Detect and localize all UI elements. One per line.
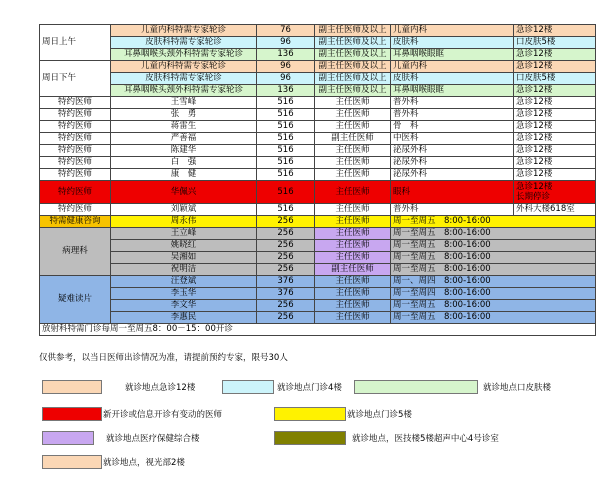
table-row-highlight: [40, 181, 596, 204]
fee-cell: 256: [257, 228, 315, 240]
table-row: [40, 300, 596, 312]
days-time-cell: 周一至周五 8:00-16:00: [391, 264, 596, 276]
fee-cell: 136: [257, 85, 315, 97]
fee-cell: 256: [257, 240, 315, 252]
fee-cell: 516: [257, 157, 315, 169]
title-cell: 副主任医师及以上: [315, 61, 391, 73]
legend-swatch-peach: [42, 380, 102, 394]
table-row: [40, 240, 596, 252]
location-cell: 急诊12楼: [514, 61, 596, 73]
fee-cell: 256: [257, 264, 315, 276]
fee-cell: 256: [257, 300, 315, 312]
session-cell: 周日下午: [40, 61, 111, 97]
doctor-cell: 严善福: [111, 133, 257, 145]
legend-swatch-lightblue: [222, 380, 274, 394]
doctor-cell: 张 勇: [111, 109, 257, 121]
legend-text-red: 新开诊或信息开诊有变动的医师: [103, 410, 223, 420]
location-cell: 急诊12楼: [514, 133, 596, 145]
fee-cell: 96: [257, 73, 315, 85]
session-cell: 特约医师: [40, 181, 111, 204]
legend-swatch-yellow: [274, 407, 346, 421]
legend-swatch-red: [42, 407, 102, 421]
location-cell: 急诊12楼: [514, 85, 596, 97]
title-cell: 副主任医师及以上: [315, 37, 391, 49]
session-cell: 特约医师: [40, 157, 111, 169]
table-row: [40, 133, 596, 145]
fee-cell: 516: [257, 121, 315, 133]
table-row: [40, 216, 596, 228]
table-row: [40, 145, 596, 157]
location-cell: 急诊12楼: [514, 25, 596, 37]
session-cell: 周日上午: [40, 25, 111, 61]
table-row: [40, 25, 596, 37]
fee-cell: 136: [257, 49, 315, 61]
table-row: [40, 109, 596, 121]
table-row: [40, 276, 596, 288]
location-cell: 外科大楼618室: [514, 204, 596, 216]
legend-text-lilac: 就诊地点医疗保健综合楼: [106, 434, 200, 444]
legend-swatch-olive: [274, 431, 346, 445]
session-cell: 特约医师: [40, 169, 111, 181]
table-row: [40, 97, 596, 109]
title-cell: 主任医师: [315, 145, 391, 157]
doctor-cell: 皮肤科特需专家轮诊: [111, 73, 257, 85]
legend-text-lightgreen: 就诊地点口皮肤楼: [483, 383, 552, 393]
location-cell: 急诊12楼: [514, 145, 596, 157]
fee-cell: 96: [257, 37, 315, 49]
doctor-cell: 华佩兴: [111, 181, 257, 204]
doctor-cell: 周永伟: [111, 216, 257, 228]
fee-cell: 516: [257, 145, 315, 157]
fee-cell: 516: [257, 133, 315, 145]
title-cell: 主任医师: [315, 276, 391, 288]
location-cell: 急诊12楼: [514, 121, 596, 133]
location-cell: 急诊12楼: [514, 169, 596, 181]
legend-swatch-lightgreen: [354, 380, 478, 394]
dept-cell: 普外科: [391, 109, 514, 121]
days-time-cell: 周一至周五 8:00-16:00: [391, 300, 596, 312]
dept-cell: 儿童内科: [391, 25, 514, 37]
fee-cell: 256: [257, 216, 315, 228]
legend-text-olive: 就诊地点，医技楼5楼超声中心4号诊室: [352, 434, 499, 444]
title-cell: 主任医师: [315, 240, 391, 252]
title-cell: 副主任医师及以上: [315, 49, 391, 61]
title-cell: 主任医师: [315, 228, 391, 240]
table-row: [40, 204, 596, 216]
doctor-cell: 王雪峰: [111, 97, 257, 109]
doctor-cell: 耳鼻咽喉头颈外科特需专家轮诊: [111, 49, 257, 61]
legend-text-lightblue: 就诊地点门诊4楼: [277, 383, 342, 393]
table-row: [40, 37, 596, 49]
title-cell: 主任医师: [315, 157, 391, 169]
days-time-cell: 周一至周五 8:00-16:00: [391, 228, 596, 240]
session-cell: 特约医师: [40, 109, 111, 121]
doctor-cell: 吴湘如: [111, 252, 257, 264]
group-label-cell: 疑难读片: [40, 276, 111, 324]
title-cell: 主任医师: [315, 181, 391, 204]
title-cell: 主任医师: [315, 312, 391, 324]
doctor-cell: 王立峰: [111, 228, 257, 240]
location-cell: 急诊12楼 长期停诊: [514, 181, 596, 204]
doctor-cell: 儿童内科特需专家轮诊: [111, 61, 257, 73]
location-cell: 急诊12楼: [514, 109, 596, 121]
dept-cell: 骨 科: [391, 121, 514, 133]
group-label-cell: 病理科: [40, 228, 111, 276]
title-cell: 主任医师: [315, 109, 391, 121]
fee-cell: 256: [257, 312, 315, 324]
table-footer-row: [40, 324, 596, 336]
dept-cell: 泌尿外科: [391, 145, 514, 157]
doctor-cell: 祝明洁: [111, 264, 257, 276]
table-row: [40, 264, 596, 276]
fee-cell: 516: [257, 109, 315, 121]
fee-cell: 376: [257, 276, 315, 288]
doctor-cell: 陈建华: [111, 145, 257, 157]
title-cell: 副主任医师: [315, 264, 391, 276]
dept-cell: 普外科: [391, 97, 514, 109]
table-row: [40, 228, 596, 240]
title-cell: 主任医师: [315, 216, 391, 228]
doctor-cell: 李玉华: [111, 288, 257, 300]
title-cell: 主任医师: [315, 252, 391, 264]
dept-cell: 普外科: [391, 204, 514, 216]
legend-text-yellow: 就诊地点门诊5楼: [347, 410, 412, 420]
table-row: [40, 288, 596, 300]
dept-cell: 皮肤科: [391, 37, 514, 49]
title-cell: 主任医师: [315, 300, 391, 312]
days-time-cell: 周一至周五 8:00-16:00: [391, 312, 596, 324]
dept-cell: 泌尿外科: [391, 169, 514, 181]
doctor-cell: 康 健: [111, 169, 257, 181]
fee-cell: 256: [257, 252, 315, 264]
doctor-cell: 白 强: [111, 157, 257, 169]
fee-cell: 516: [257, 204, 315, 216]
title-cell: 副主任医师及以上: [315, 25, 391, 37]
location-cell: 急诊12楼: [514, 157, 596, 169]
session-cell: 特约医师: [40, 97, 111, 109]
note-text: 仅供参考，以当日医师出诊情况为准，请提前预约专家，限号30人: [39, 353, 288, 363]
doctor-cell: 皮肤科特需专家轮诊: [111, 37, 257, 49]
fee-cell: 516: [257, 181, 315, 204]
fee-cell: 376: [257, 288, 315, 300]
title-cell: 副主任医师: [315, 133, 391, 145]
dept-cell: 眼科: [391, 181, 514, 204]
days-time-cell: 周一至周五 8:00-16:00: [391, 252, 596, 264]
days-time-cell: 周一至周五 8:00-16:00: [391, 216, 596, 228]
doctor-cell: 刘颖斌: [111, 204, 257, 216]
table-row: [40, 312, 596, 324]
table-row: [40, 121, 596, 133]
table-row: [40, 73, 596, 85]
legend-swatch-lightorange: [42, 455, 102, 469]
session-cell: 特约医师: [40, 133, 111, 145]
doctor-cell: 李文华: [111, 300, 257, 312]
location-cell: 急诊12楼: [514, 49, 596, 61]
footer-cell: 放射科特需门诊每周一至周五8：00－15：00开诊: [40, 324, 596, 336]
title-cell: 主任医师: [315, 121, 391, 133]
title-cell: 主任医师: [315, 169, 391, 181]
doctor-cell: 儿童内科特需专家轮诊: [111, 25, 257, 37]
title-cell: 主任医师: [315, 288, 391, 300]
days-time-cell: 周一至周五 8:00-16:00: [391, 240, 596, 252]
dept-cell: 耳鼻咽喉眼眶: [391, 49, 514, 61]
dept-cell: 皮肤科: [391, 73, 514, 85]
location-cell: 口皮肤5楼: [514, 73, 596, 85]
table-row: [40, 157, 596, 169]
title-cell: 副主任医师及以上: [315, 85, 391, 97]
legend-text-peach: 就诊地点急诊12楼: [125, 383, 196, 393]
title-cell: 主任医师: [315, 204, 391, 216]
days-time-cell: 周一至周四 8:00-16:00: [391, 288, 596, 300]
dept-cell: 中医科: [391, 133, 514, 145]
session-cell: 特约医师: [40, 145, 111, 157]
location-cell: 急诊12楼: [514, 97, 596, 109]
schedule-table: [39, 24, 596, 336]
session-cell: 特需健康咨询: [40, 216, 111, 228]
doctor-cell: 李惠民: [111, 312, 257, 324]
legend-swatch-lilac: [42, 431, 94, 445]
title-cell: 副主任医师及以上: [315, 73, 391, 85]
doctor-cell: 耳鼻咽喉头颈外科特需专家轮诊: [111, 85, 257, 97]
fee-cell: 516: [257, 169, 315, 181]
location-cell: 口皮肤5楼: [514, 37, 596, 49]
dept-cell: 泌尿外科: [391, 157, 514, 169]
dept-cell: 耳鼻咽喉眼眶: [391, 85, 514, 97]
dept-cell: 儿童内科: [391, 61, 514, 73]
session-cell: 特约医师: [40, 121, 111, 133]
session-cell: 特约医师: [40, 204, 111, 216]
fee-cell: 516: [257, 97, 315, 109]
fee-cell: 76: [257, 25, 315, 37]
doctor-cell: 汪登斌: [111, 276, 257, 288]
table-row: [40, 252, 596, 264]
legend-text-lightorange: 就诊地点，视光部2楼: [103, 458, 185, 468]
days-time-cell: 周一、周四 8:00-16:00: [391, 276, 596, 288]
fee-cell: 96: [257, 61, 315, 73]
doctor-cell: 蒋雷生: [111, 121, 257, 133]
table-row: [40, 169, 596, 181]
doctor-cell: 姚晓红: [111, 240, 257, 252]
table-row: [40, 49, 596, 61]
table-row: [40, 61, 596, 73]
table-row: [40, 85, 596, 97]
title-cell: 主任医师: [315, 97, 391, 109]
